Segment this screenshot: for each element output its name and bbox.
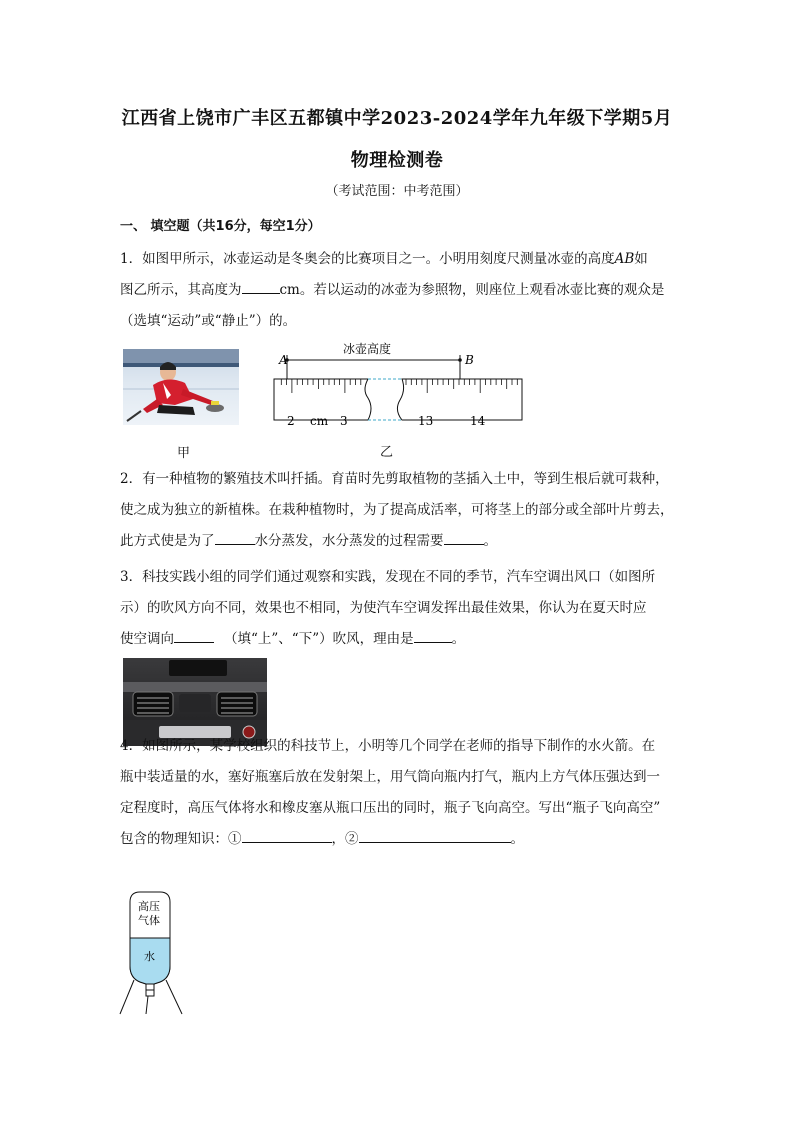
q4-line1: 4．如图所示，某学校组织的科技节上，小明等几个同学在老师的指导下制作的水火箭。在 [120, 738, 656, 754]
figure-yi-caption: 乙 [380, 445, 394, 460]
curling-photo [123, 349, 239, 425]
q1-line1: 1．如图甲所示，冰壶运动是冬奥会的比赛项目之一。小明用刻度尺测量冰壶的高度AB如 [120, 251, 648, 267]
ruler-tick-3: 3 [340, 414, 348, 428]
q4-line3: 定程度时，高压气体将水和橡皮塞从瓶口压出的同时，瓶子飞向高空。写出“瓶子飞向高空” [120, 800, 661, 816]
answer-blank[interactable] [414, 628, 452, 643]
page-title-line2 [0, 146, 794, 172]
water-rocket-graphic [116, 886, 186, 1016]
question-2 [120, 464, 680, 557]
question-3 [120, 562, 680, 655]
bottle-water-label: 水 [144, 950, 155, 963]
ruler-unit: cm [310, 414, 329, 428]
figure-jia-caption: 甲 [177, 446, 191, 461]
answer-blank[interactable] [444, 530, 484, 545]
ruler-tick-13: 13 [418, 414, 434, 428]
title-line1: 江西省上饶市广丰区五都镇中学2023-2024学年九年级下学期5月 [121, 108, 673, 129]
q4-line4: 包含的物理知识：① ，② 。 [120, 824, 680, 855]
curling-photo-graphic [123, 349, 239, 425]
page-title [0, 104, 794, 130]
q2-line2: 使之成为独立的新植株。在栽种植物时，为了提高成活率，可将茎上的部分或全部叶片剪去， [120, 502, 674, 518]
answer-blank[interactable] [174, 628, 214, 643]
section-heading: 一、 填空题（共16分，每空1分） [120, 219, 321, 234]
q4-line2: 瓶中装适量的水，塞好瓶塞后放在发射架上，用气筒向瓶内打气，瓶内上方气体压强达到一 [120, 769, 660, 785]
water-rocket-figure [116, 886, 186, 1016]
bottle-gas-label-2: 气体 [138, 914, 160, 927]
ruler-tick-2: 2 [287, 414, 295, 428]
q2-line3: 此方式使是为了 水分蒸发，水分蒸发的过程需要 。 [120, 526, 680, 557]
q1-line3: （选填“运动”或“静止”）的。 [120, 313, 297, 329]
ruler-figure [270, 338, 526, 434]
q3-line1: 3．科技实践小组的同学们通过观察和实践，发现在不同的季节，汽车空调出风口（如图所 [120, 569, 656, 585]
exam-scope: （考试范围：中考范围） [325, 184, 469, 199]
answer-blank[interactable] [359, 828, 511, 843]
q1-line2: 图乙所示，其高度为 cm。若以运动的冰壶为参照物，则座位上观看冰壶比赛的观众是 [120, 275, 680, 306]
answer-blank[interactable] [215, 530, 255, 545]
question-4 [120, 731, 680, 855]
question-1 [120, 244, 680, 337]
ruler-label-a: A [279, 353, 288, 367]
ruler-tick-14: 14 [470, 414, 486, 428]
answer-blank[interactable] [242, 828, 332, 843]
ruler-graphic [270, 338, 526, 434]
q3-line3: 使空调向 （填“上”、“下”）吹风，理由是 。 [120, 624, 680, 655]
ruler-label-height: 冰壶高度 [343, 342, 392, 356]
ruler-label-b: B [465, 353, 474, 367]
bottle-gas-label-1: 高压 [138, 900, 160, 913]
title-line2: 物理检测卷 [350, 150, 444, 171]
q2-line1: 2．有一种植物的繁殖技术叫扦插。育苗时先剪取植物的茎插入土中，等到生根后就可栽种， [120, 471, 669, 487]
q3-line2: 示）的吹风方向不同，效果也不相同，为使汽车空调发挥出最佳效果，你认为在夏天时应 [120, 600, 647, 616]
answer-blank[interactable] [242, 279, 280, 294]
